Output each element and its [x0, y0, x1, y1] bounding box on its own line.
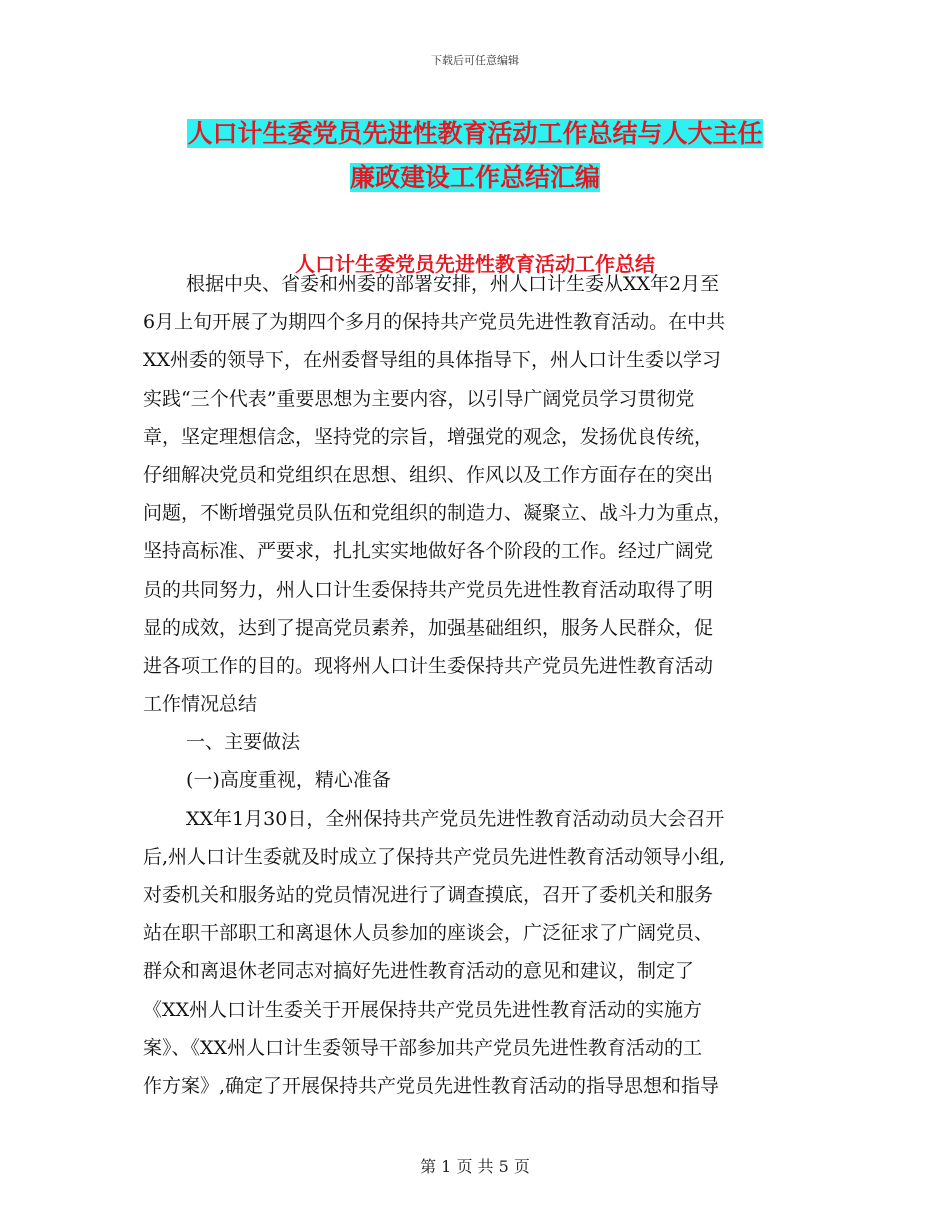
body-line: 对委机关和服务站的党员情况进行了调查摸底，召开了委机关和服务 [143, 884, 714, 906]
body-line: 仔细解决党员和党组织在思想、组织、作风以及工作方面存在的突出 [143, 463, 714, 486]
subheading-preparation: (一)高度重视，精心准备 [186, 769, 391, 792]
main-title-line-2 [150, 156, 800, 200]
body-line: 作方案》,确定了开展保持共产党员先进性教育活动的指导思想和指导 [143, 1074, 720, 1097]
heading-main-practices: 一、主要做法 [186, 731, 301, 754]
body-line: 后,州人口计生委就及时成立了保持共产党员先进性教育活动领导小组, [143, 845, 726, 868]
body-line: 实践“三个代表”重要思想为主要内容，以引导广阔党员学习贯彻党 [143, 387, 695, 410]
body-line: 6月上旬开展了为期四个多月的保持共产党员先进性教育活动。在中共 [143, 311, 726, 334]
body-line: 进各项工作的目的。现将州人口计生委保持共产党员先进性教育活动 [143, 654, 714, 677]
body-line: 根据中央、省委和州委的部署安排，州人口计生委从XX年2月至 [186, 273, 720, 295]
body-line: 群众和离退休老同志对搞好先进性教育活动的意见和建议，制定了 [143, 960, 695, 983]
body-line: 员的共同努力，州人口计生委保持共产党员先进性教育活动取得了明 [143, 578, 714, 601]
header-note: 下载后可任意编辑 [431, 54, 519, 67]
main-title-line-1 [150, 112, 800, 156]
main-title-line-1-text: 人口计生委党员先进性教育活动工作总结与人大主任 [187, 119, 763, 148]
body-line: 问题，不断增强党员队伍和党组织的制造力、凝聚立、战斗力为重点， [143, 502, 733, 525]
body-text [143, 265, 815, 1105]
page-number-footer: 第 1 页 共 5 页 [420, 1157, 530, 1176]
body-line: XX州委的领导下，在州委督导组的具体指导下，州人口计生委以学习 [143, 349, 722, 372]
body-line: 工作情况总结 [143, 693, 258, 716]
body-line: XX年1月30日，全州保持共产党员先进性教育活动动员大会召开 [186, 807, 725, 830]
body-line: 章，坚定理想信念，坚持党的宗旨，增强党的观念，发扬优良传统， [143, 425, 714, 448]
body-line: 显的成效，达到了提高党员素养，加强基础组织，服务人民群众，促 [143, 616, 714, 639]
body-line: 案》、《XX州人口计生委领导干部参加共产党员先进性教育活动的工 [143, 1036, 703, 1059]
main-title [150, 112, 800, 200]
body-line: 站在职干部职工和离退休人员参加的座谈会，广泛征求了广阔党员、 [143, 922, 714, 945]
section-title: 人口计生委党员先进性教育活动工作总结 [295, 252, 655, 276]
body-line: 坚持高标准、严要求，扎扎实实地做好各个阶段的工作。经过广阔党 [143, 540, 714, 563]
body-line: 《XX州人口计生委关于开展保持共产党员先进性教育活动的实施方 [143, 998, 703, 1021]
main-title-line-2-text: 廉政建设工作总结汇编 [349, 163, 600, 192]
